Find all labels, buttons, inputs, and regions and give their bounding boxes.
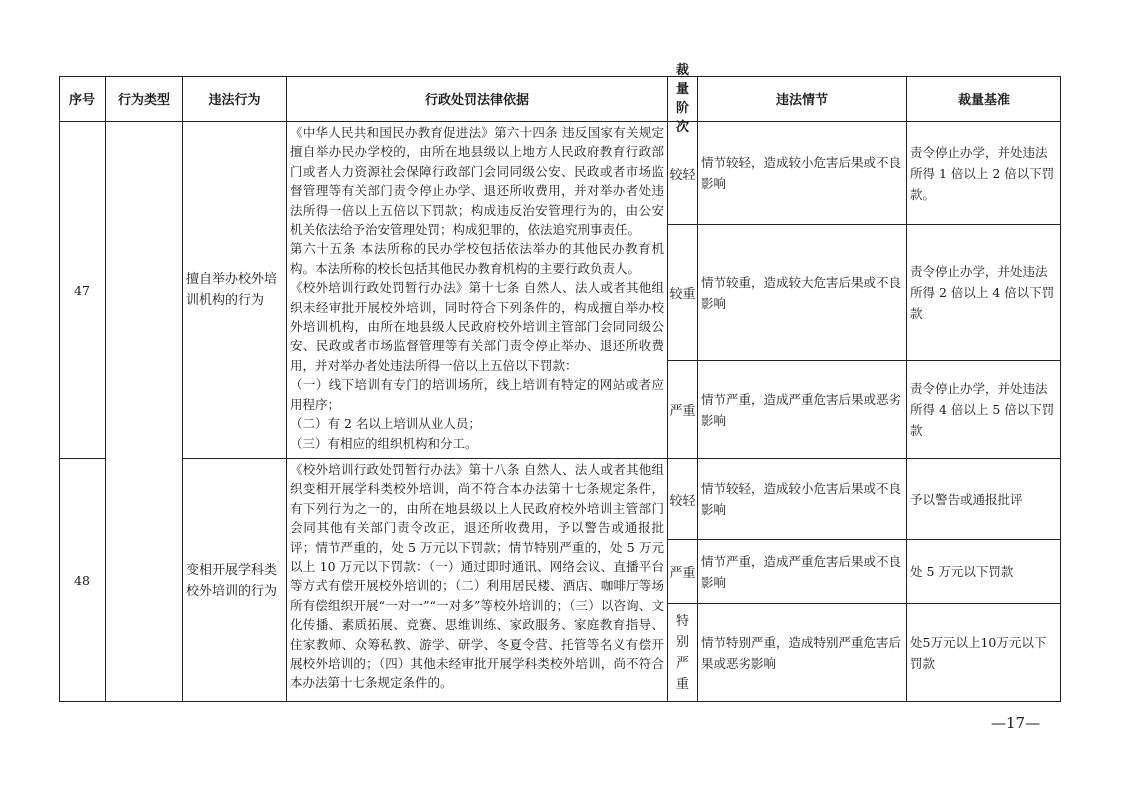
row-47-basis-p6: （三）有相应的组织机构和分工。 (290, 435, 478, 451)
row-48-situation-1: 情节较轻，造成较小危害后果或不良影响 (698, 459, 907, 540)
row-47-situation-1: 情节较轻，造成较小危害后果或不良影响 (698, 122, 907, 225)
row-48-violation: 变相开展学科类校外培训的行为 (183, 459, 287, 702)
row-48-situation-3: 情节特别严重，造成特别严重危害后果或恶劣影响 (698, 604, 907, 702)
page-number: —17— (991, 714, 1041, 732)
row-47-basis-p5: （二）有 2 名以上培训从业人员； (290, 416, 481, 432)
row-47-level-3: 严重 (668, 361, 698, 459)
behavior-type-cell (106, 122, 183, 702)
row-48-basis-p1: 《校外培训行政处罚暂行办法》第十八条 自然人、法人或者其他组织变相开展学科类校外培训，尚不符合本办法第十七条规定条件，有下列行为之一的，由所在地县级以上人民政府校外培训主管部门会同其他有关部门责令改正，退还所收费用，予以警告或通报批评；情节严重的，处 5 万元以下罚款；情节特别严重的，处 5 万元以上 10 万元以下罚款：（一）通过即时通讯、网络会议、直播平台等方式有偿开展校外培训的；（二）利用居民楼、酒店、咖啡厅等场所有偿组织开展“一对一”“一对多”等校外培训的；（三）以咨询、文化传播、素质拓展、竞赛、思维训练、家政服务、家庭教育指导、住家教师、众筹私教、游学、研学、冬夏令营、托管等名义有偿开展校外培训的；（四）其他未经审批开展学科类校外培训，尚不符合本办法第十七条规定条件的。 (290, 462, 664, 691)
row-47-situation-2: 情节较重，造成较大危害后果或不良影响 (698, 225, 907, 361)
header-level: 裁量阶次 (668, 76, 698, 122)
row-48-level-2: 严重 (668, 540, 698, 604)
row-48-level-1: 较轻 (668, 459, 698, 540)
row-48-basis (287, 459, 668, 702)
header-situation: 违法情节 (698, 76, 907, 122)
header-violation: 违法行为 (183, 76, 287, 122)
header-type: 行为类型 (106, 76, 183, 122)
row-47-situation-3: 情节严重，造成严重危害后果或恶劣影响 (698, 361, 907, 459)
row-47-standard-1: 责令停止办学，并处违法所得 1 倍以上 2 倍以下罚款。 (907, 122, 1061, 225)
row-47-standard-2: 责令停止办学，并处违法所得 2 倍以上 4 倍以下罚款 (907, 225, 1061, 361)
row-47-violation: 擅自举办校外培训机构的行为 (183, 122, 287, 459)
row-47-basis-p1: 《中华人民共和国民办教育促进法》第六十四条 违反国家有关规定擅自举办民办学校的，由所在地县级以上地方人民政府教育行政部门或者人力资源社会保障行政部门会同同级公安、民政或者市场监督管理等有关部门责令停止办学、退还所收费用，并对举办者处违法所得一倍以上五倍以下罚款；构成违反治安管理行为的，由公安机关依法给予治安管理处罚；构成犯罪的，依法追究刑事责任。 (290, 125, 664, 238)
penalty-table (59, 62, 1061, 702)
row-47-level-2: 较重 (668, 225, 698, 361)
row-47-basis-p3: 《校外培训行政处罚暂行办法》第十七条 自然人、法人或者其他组织未经审批开展校外培训，同时符合下列条件的，构成擅自举办校外培训机构，由所在地县级人民政府校外培训主管部门会同同级公安、民政或者市场监督管理等有关部门责令停止举办、退还所收费用，并对举办者处违法所得一倍以上五倍以下罚款： (290, 280, 664, 373)
row-47-basis (287, 122, 668, 459)
row-47-basis-p2: 第六十五条 本法所称的民办学校包括依法举办的其他民办教育机构。本法所称的校长包括其他民办教育机构的主要行政负责人。 (290, 241, 664, 276)
row-48-level-3: 特别严重 (668, 604, 698, 702)
row-47-seq: 47 (59, 122, 106, 459)
header-basis: 行政处罚法律依据 (287, 76, 668, 122)
row-47-basis-p4: （一）线下培训有专门的培训场所，线上培训有特定的网站或者应用程序； (290, 377, 664, 412)
row-47-standard-3: 责令停止办学，并处违法所得 4 倍以上 5 倍以下罚款 (907, 361, 1061, 459)
row-48-standard-1: 予以警告或通报批评 (907, 459, 1061, 540)
row-48-standard-3: 处5万元以上10万元以下罚款 (910, 635, 1047, 671)
header-seq: 序号 (59, 76, 106, 122)
row-47-level-1: 较轻 (668, 122, 698, 225)
row-48-standard-2: 处 5 万元以下罚款 (907, 540, 1061, 604)
row-48-situation-2: 情节严重，造成严重危害后果或不良影响 (698, 540, 907, 604)
row-48-seq: 48 (59, 459, 106, 702)
header-standard: 裁量基准 (907, 76, 1061, 122)
